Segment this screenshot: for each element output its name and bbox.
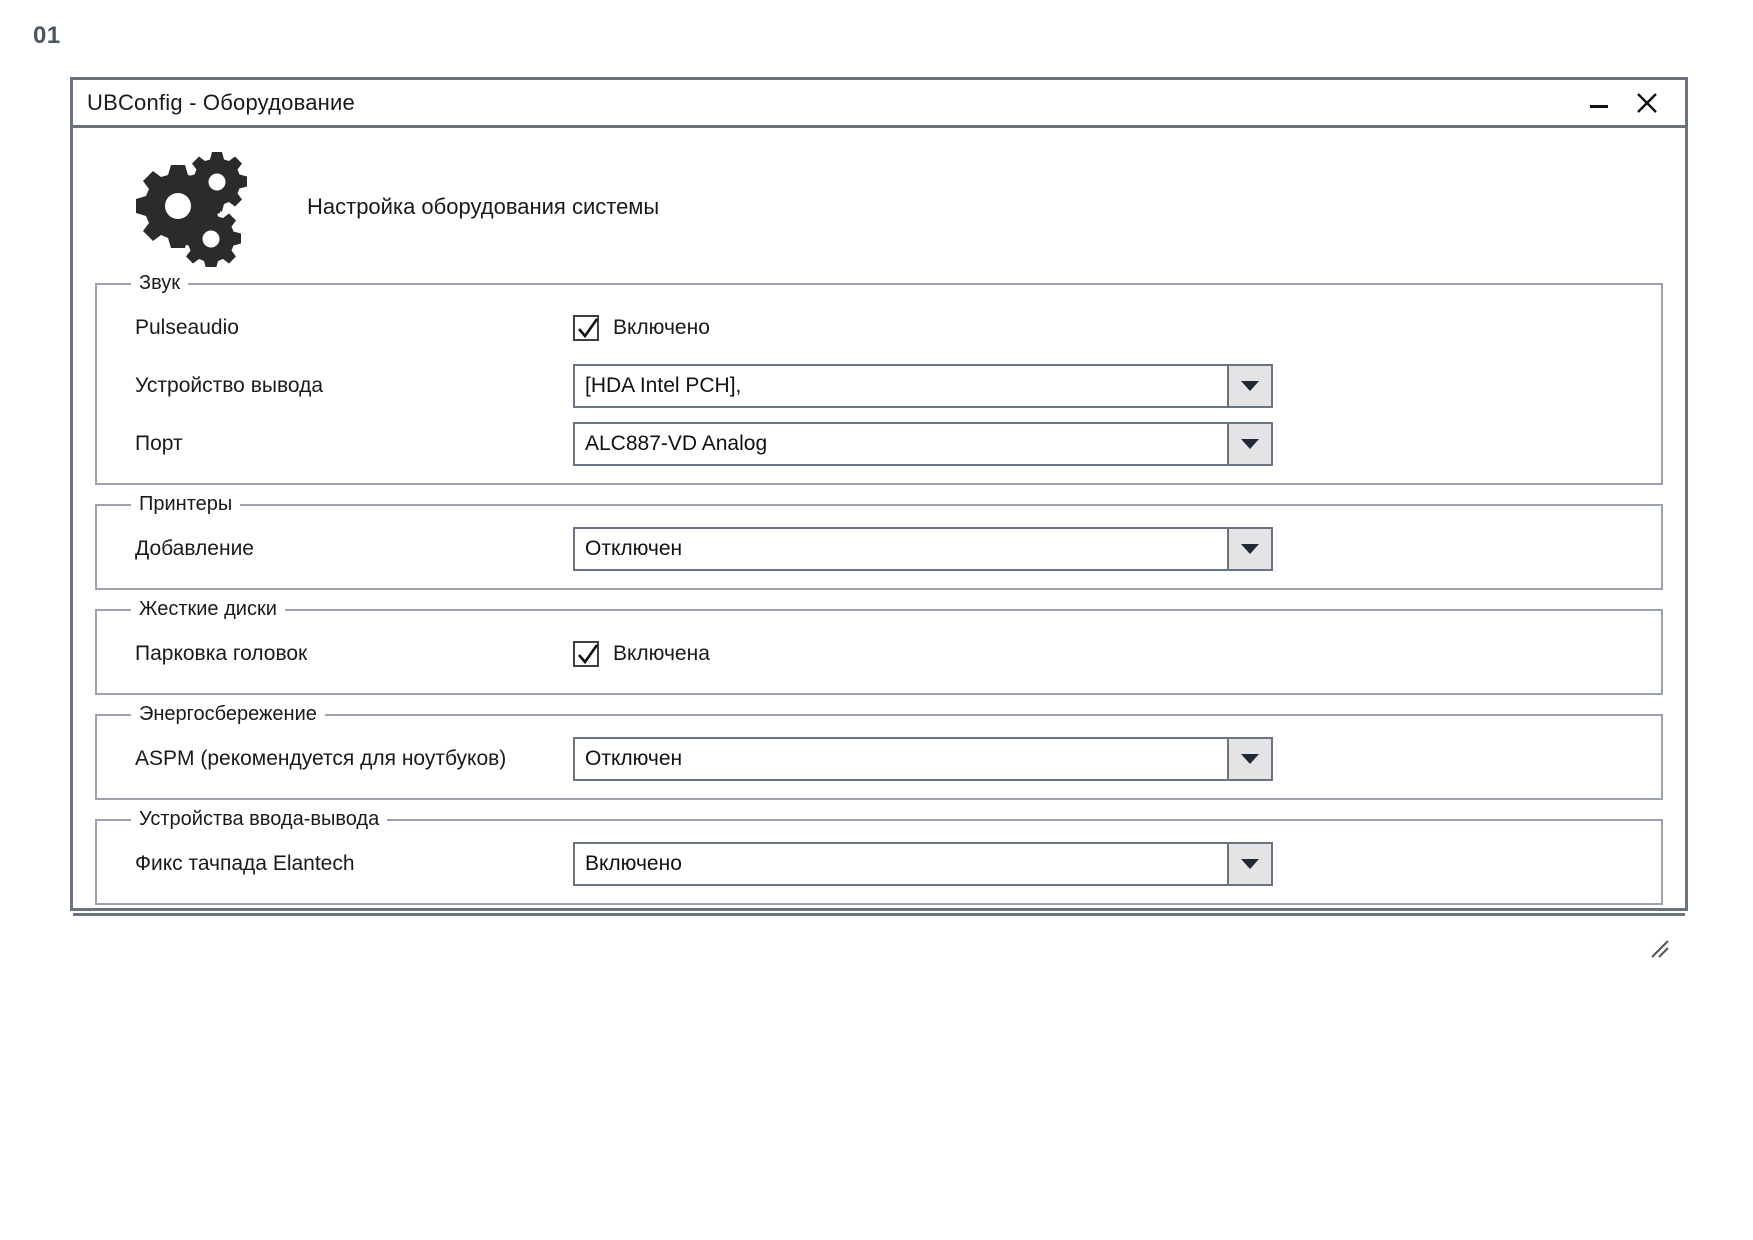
window-statusbar bbox=[73, 913, 1685, 968]
ubconfig-window bbox=[70, 77, 1688, 911]
label-port: Порт bbox=[135, 432, 183, 455]
minimize-button[interactable] bbox=[1575, 83, 1623, 123]
group-sound bbox=[95, 272, 1663, 485]
page-number: 01 bbox=[33, 22, 61, 49]
label-elantech-fix: Фикс тачпада Elantech bbox=[135, 852, 355, 875]
group-power-saving bbox=[95, 703, 1663, 800]
combo-printer-add-value: Отключен bbox=[585, 537, 683, 560]
window-titlebar bbox=[73, 80, 1685, 128]
label-head-parking: Парковка головок bbox=[135, 642, 308, 665]
combo-elantech-fix-value: Включено bbox=[585, 852, 682, 875]
header-caption: Настройка оборудования системы bbox=[307, 194, 660, 219]
row-port bbox=[113, 415, 1645, 473]
row-elantech-fix bbox=[113, 835, 1645, 893]
row-output-device bbox=[113, 357, 1645, 415]
label-printer-add: Добавление bbox=[135, 537, 254, 560]
group-printers bbox=[95, 493, 1663, 590]
head-parking-checkbox[interactable] bbox=[573, 641, 599, 667]
window-body bbox=[73, 128, 1685, 913]
group-sound-legend: Звук bbox=[139, 272, 181, 294]
label-aspm: ASPM (рекомендуется для ноутбуков) bbox=[135, 747, 507, 770]
combo-output-device[interactable] bbox=[573, 364, 1273, 408]
group-printers-legend: Принтеры bbox=[139, 493, 233, 515]
combo-aspm-value: Отключен bbox=[585, 747, 683, 770]
chevron-down-icon[interactable] bbox=[1227, 366, 1271, 406]
combo-port-value: ALC887-VD Analog bbox=[585, 432, 768, 455]
row-aspm bbox=[113, 730, 1645, 788]
group-hard-disks-legend: Жесткие диски bbox=[139, 598, 277, 620]
label-output-device: Устройство вывода bbox=[135, 374, 324, 397]
combo-aspm[interactable] bbox=[573, 737, 1273, 781]
chevron-down-icon[interactable] bbox=[1227, 529, 1271, 569]
label-pulseaudio: Pulseaudio bbox=[135, 316, 239, 339]
group-io-devices bbox=[95, 808, 1663, 905]
close-button[interactable] bbox=[1623, 83, 1671, 123]
combo-elantech-fix[interactable] bbox=[573, 842, 1273, 886]
group-hard-disks bbox=[95, 598, 1663, 695]
resize-grip-icon[interactable] bbox=[1649, 938, 1671, 960]
combo-output-device-value: [HDA Intel PCH], bbox=[585, 374, 742, 397]
row-head-parking bbox=[113, 625, 1645, 683]
chevron-down-icon[interactable] bbox=[1227, 424, 1271, 464]
check-icon bbox=[576, 643, 600, 667]
head-parking-checkbox-wrap[interactable] bbox=[573, 641, 710, 667]
combo-port[interactable] bbox=[573, 422, 1273, 466]
pulseaudio-checkbox-wrap[interactable] bbox=[573, 315, 710, 341]
check-icon bbox=[576, 317, 600, 341]
head-parking-checkbox-label: Включена bbox=[613, 642, 710, 665]
group-power-saving-legend: Энергосбережение bbox=[139, 703, 317, 725]
chevron-down-icon[interactable] bbox=[1227, 844, 1271, 884]
chevron-down-icon[interactable] bbox=[1227, 739, 1271, 779]
header-row bbox=[95, 142, 1663, 272]
window-title: UBConfig - Оборудование bbox=[87, 89, 355, 115]
group-io-devices-legend: Устройства ввода-вывода bbox=[139, 808, 380, 830]
pulseaudio-checkbox[interactable] bbox=[573, 315, 599, 341]
combo-printer-add[interactable] bbox=[573, 527, 1273, 571]
gears-icon bbox=[117, 147, 247, 267]
minimize-icon bbox=[1586, 90, 1612, 116]
pulseaudio-checkbox-label: Включено bbox=[613, 316, 710, 339]
close-icon bbox=[1634, 90, 1660, 116]
row-pulseaudio bbox=[113, 299, 1645, 357]
row-printer-add bbox=[113, 520, 1645, 578]
